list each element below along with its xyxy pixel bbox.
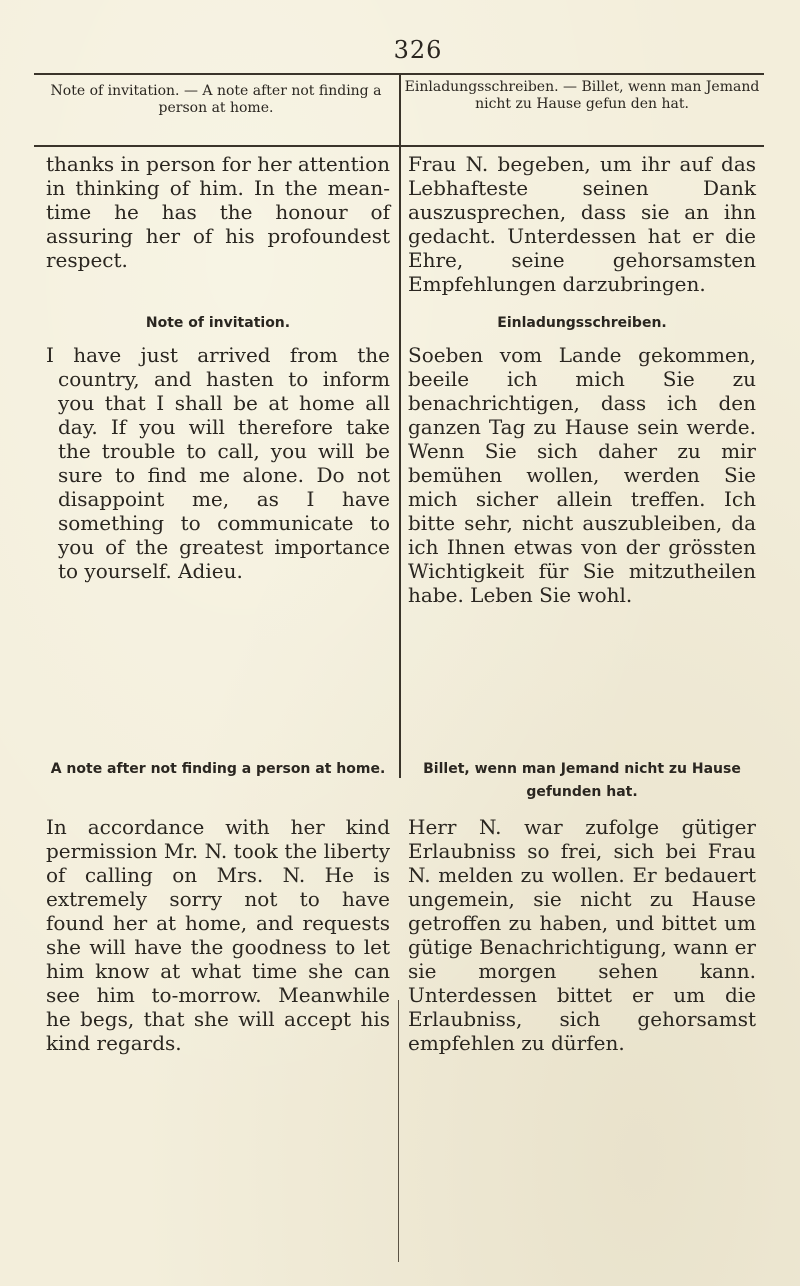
german-continuation-text — [408, 152, 756, 296]
german-section-title-not-at-home: Billet, wenn man Jemand nicht zu Hause gefunden hat. — [423, 761, 741, 800]
running-header-german: Einladungsschreiben. — Billet, wenn man Jemand nicht zu Hause gefun den hat. — [404, 79, 760, 112]
english-continuation-text — [46, 152, 390, 272]
german-paragraph: Soeben vom Lande gekommen, beeile ich mich Sie zu benachrichtigen, dass ich den ganzen Tag zu Hause sein werde. Wenn Sie sich daher zu mir bemühen wollen, werden Sie mich sicher allein treffen. Ich bitte sehr, nicht auszubleiben, da ich Ihnen etwas von der grössten Wichtigkeit für Sie mitzutheilen habe. Leben Sie wohl. — [408, 343, 756, 607]
column-divider — [399, 73, 401, 778]
english-paragraph: In accordance with her kind permission Mr. N. took the liberty of calling on Mrs. N. He is extremely sorry not to have found her at home, and requests she will have the goodness to let him know at what time she can see him to-morrow. Meanwhile he begs, that she will accept his kind regards. — [46, 815, 390, 1055]
german-invitation-text — [408, 343, 756, 607]
english-section-title-invitation: Note of invitation. — [145, 315, 291, 331]
german-section-title-invitation: Einladungsschreiben. — [497, 315, 667, 331]
german-paragraph: Frau N. begeben, um ihr auf das Lebhafteste seinen Dank auszusprechen, dass sie an ihn gedacht. Unterdessen hat er die Ehre, seine gehorsamsten Empfehlungen darzubringen. — [408, 152, 756, 296]
english-invitation-text — [46, 343, 390, 583]
english-paragraph: I have just arrived from the country, and hasten to inform you that I shall be at home all day. If you will therefore take the trouble to call, you will be sure to find me alone. Do not disappoint me, as I have something to communicate to you of the greatest importance to yourself. Adieu. — [46, 343, 390, 583]
english-not-at-home-text — [46, 815, 390, 1055]
page-number: 326 — [393, 36, 443, 64]
running-header-english: Note of invitation. — A note after not finding a person at home. — [50, 83, 382, 116]
english-section-title-not-at-home: A note after not finding a person at home. — [50, 761, 386, 777]
german-paragraph: Herr N. war zufolge gütiger Erlaubniss so frei, sich bei Frau N. melden zu wollen. Er bedauert ungemein, sie nicht zu Hause getroffen zu haben, und bittet um gütige Benachrichtigung, wann er sie morgen sehen kann. Unterdessen bittet er um die Erlaubniss, sich gehorsamst empfehlen zu dürfen. — [408, 815, 756, 1055]
column-divider-lower — [398, 1000, 399, 1262]
english-paragraph: thanks in person for her attention in thinking of him. In the mean-time he has the honour of assuring her of his profoundest respect. — [46, 152, 390, 272]
german-not-at-home-text — [408, 815, 756, 1055]
